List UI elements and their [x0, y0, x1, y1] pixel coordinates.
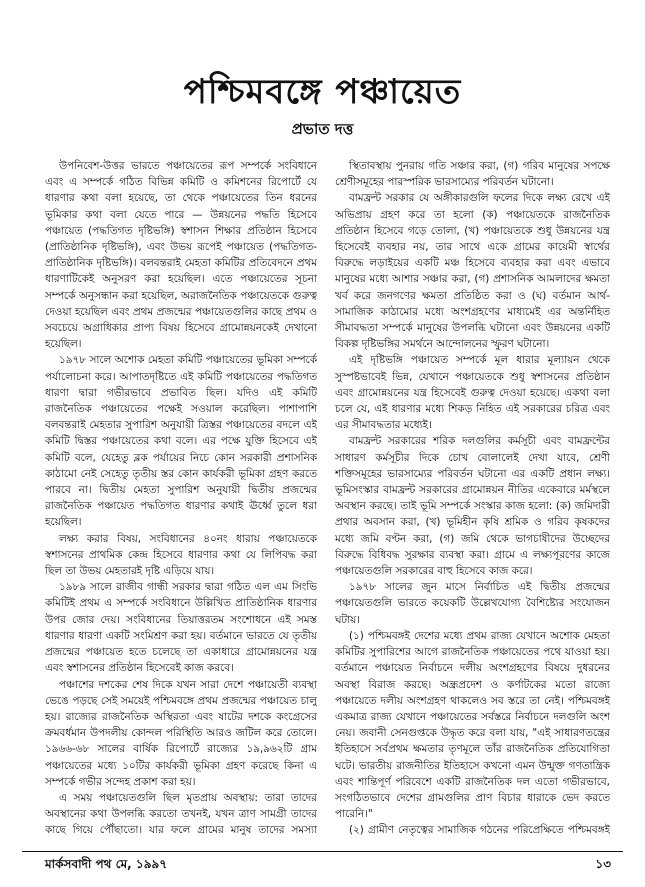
paragraph: বামফ্রন্ট সরকার যে অঙ্গীকারগুলি ফলের দিকে লক্ষ্য রেখে এই অভিপ্রায় গ্রহণ করে তা হলো (ক) পঞ্চায়েতকে রাজনৈতিক প্রতিষ্ঠান হিসেবে গড়ে তোলা, (খ) পঞ্চায়েতকে শুধু উন্নয়নের যন্ত্র হিসেবেই ব্যবহার নয়, তার সাথে একে গ্রামের কায়েমী স্বার্থের বিরুদ্ধে লড়াইয়ের একটি মঞ্চ হিসেবে ব্যবহার করা এবং এভাবে মানুষের মধ্যে আশার সঞ্চার করা, (গ) প্রশাসনিক আমলাদের ক্ষমতা খর্ব করে জনগণের ক্ষমতা প্রতিষ্ঠিত করা ও (ঘ) বর্তমান আর্থ-সামাজিক কাঠামোর মধ্যে অংশগ্রহণের মাধ্যমেই এর অন্তর্নিহিত সীমাবদ্ধতা সম্পর্কে মানুষের উপলব্ধি ঘটানো এবং উন্নয়নের একটি বিকল্প দৃষ্টিভঙ্গির সমর্থনে আন্দোলনের স্ফুরণ ঘটানো।: [335, 192, 610, 351]
article-title: পশ্চিমবঙ্গে পঞ্চায়েত: [183, 72, 462, 112]
paragraph: (১) পশ্চিমবঙ্গই দেশের মধ্যে প্রথম রাজ্য যেখানে অশোক মেহতা কমিটির সুপারিশের আগে রাজনৈতিক পঞ্চায়েতের পথে যাওয়া হয়। বর্তমানে পঞ্চায়েত নির্বাচনে দলীয় অংশগ্রহণের বিষয়ে দুধরনের অবস্থা বিরাজ করছে। অন্ধ্রপ্রদেশ ও কর্ণাটকের মতো রাজ্যে পঞ্চায়েতে দলীয় অংশগ্রহণ থাকলেও সব স্তরে তা নেই। পশ্চিমবঙ্গই একমাত্র রাজ্য যেখানে পঞ্চায়েতের সর্বস্তরে নির্বাচনে দলগুলি অংশ নেয়। জবানী সেনগুপ্তকে উদ্ধৃত করে বলা যায়, "এই সাধারণতন্ত্রের ইতিহাসে সর্বপ্রথম ক্ষমতার তৃণমূলে তাঁর রাজনৈতিক প্রতিযোগিতা ঘটে। ভারতীয় রাজনীতির ইতিহাসে কখনো এমন উন্মুক্ত গণতান্ত্রিক এবং শান্তিপূর্ণ পরিবেশে একটি রাজনৈতিক দল এতো গভীরভাবে, সংগঠিতভাবে দেশের গ্রামগুলির প্রাণ বিচার ধারাকে ভেদ করতে পারেনি।": [335, 629, 610, 821]
left-column: [45, 158, 317, 838]
paragraph: ১৯৭৮ সালের জুন মাসে নির্বাচিত এই দ্বিতীয় প্রজন্মের পঞ্চায়েতগুলি ভারতে কয়েকটি উল্লেখযোগ্য বৈশিষ্ট্যের সংযোজন ঘটায়।: [335, 581, 610, 626]
page-number: ১৩: [595, 857, 611, 871]
publication-footer: মার্কসবাদী পথ মে, ১৯৯৭: [45, 857, 168, 871]
article-author: প্রভাত দত্ত: [291, 120, 354, 138]
paragraph: এ সময় পঞ্চায়েতগুলি ছিল মৃতপ্রায় অবস্থায়: তারা তাদের অবস্থানের কথা উপলব্ধি করতো তখনই, যখন ত্রাণ সামগ্রী তাদের কাছে গিয়ে পৌঁছাতো। যার ফলে গ্রামের মানুষ তাদের সমস্যা: [45, 791, 317, 837]
paragraph: পঞ্চাশের দশকের শেষ দিকে যখন সারা দেশে পঞ্চায়েতী ব্যবস্থা ভেঙে পড়ছে সেই সময়েই পশ্চিমবঙ্গে প্রথম প্রজন্মের পঞ্চায়েত চালু হয়। রাজ্যের রাজনৈতিক অস্থিরতা এবং ষাটের দশকে কংগ্রেসের ক্রমবর্ধমান উপদলীয় কোন্দল পরিস্থিতি আরও জটিল করে তোলে। ১৯৬৬-৬৮ সালের বার্ষিক রিপোর্টে রাজ্যের ১৯,৯৬২টি গ্রাম পঞ্চায়েতের মধ্যে ১০টির কার্যকরী ভূমিকা গ্রহণ করেছে কিনা এ সম্পর্কে গভীর সন্দেহ প্রকাশ করা হয়।: [45, 678, 317, 788]
paragraph: (২) গ্রামীণ নেতৃত্বের সামাজিক গঠনের পরিপ্রেক্ষিতে পশ্চিমবঙ্গই: [349, 824, 610, 837]
paragraph: উপনিবেশ-উত্তর ভারতে পঞ্চায়েতের রূপ সম্পর্কে সংবিধানে এবং এ সম্পর্কে গঠিত বিভিন্ন কমিটি ও কমিশনের রিপোর্টে যে ধারণার কথা বলা হয়েছে, তা থেকে পঞ্চায়েতের তিন ধরনের ভূমিকার কথা বলা যেতে পারে — উন্নয়নের পদ্ধতি হিসেবে পঞ্চায়েত (পদ্ধতিগত দৃষ্টিভঙ্গি) স্বশাসন শিক্ষার প্রতিষ্ঠান হিসেবে (প্রাতিষ্ঠানিক দৃষ্টিভঙ্গি), এবং উভয় রূপেই পঞ্চায়েত (পদ্ধতিগত-প্রাতিষ্ঠানিক দৃষ্টিভঙ্গি)। বলবন্তরাই মেহতা কমিটির প্রতিবেদনে প্রথম ধারণাটিকেই অনুসরণ করা হয়েছিল। এতে পঞ্চায়েতের সূচনা সম্পর্কে অনুসন্ধান করা হয়েছিল, অরাজনৈতিক পঞ্চায়েতকে গুরুত্ব দেওয়া হয়েছিল এবং প্রথম প্রজন্মের পঞ্চায়েতগুলির কাছে প্রথম ও সবচেয়ে অগ্রাধিকার প্রাপ্য বিষয় হিসেবে গ্রামোন্নয়নকেই দেখানো হয়েছিল।: [45, 160, 317, 351]
paragraph: স্থিতাবস্থায় পুনরায় গতি সঞ্চার করা, (গ) গরিব মানুষের সপক্ষে শ্রেণীসমূহের পারস্পরিক ভারসাম্যের পরিবর্তন ঘটানো।: [335, 160, 610, 189]
paragraph: লক্ষ্য করার বিষয়, সংবিধানের ৪০নং ধারায় পঞ্চায়েতকে স্বশাসনের প্রাথমিক কেন্দ্র হিসেবে ধারণার কথা যে লিপিবদ্ধ করা ছিল তা উভয় মেহতারই দৃষ্টি এড়িয়ে যায়।: [45, 532, 317, 578]
right-column: [335, 158, 610, 838]
paragraph: বামফ্রন্ট সরকারের শরিক দলগুলির কর্মসূচী এবং বামফ্রন্টের সাধারণ কর্মসূচীর দিকে চোখ বোলালেই দেখা যাবে, শ্রেণী শক্তিসমূহের ভারসাম্যের পরিবর্তন ঘটানো এর একটি প্রধান লক্ষ্য। ভূমিসংস্কার বামফ্রন্ট সরকারের গ্রামোন্নয়ন নীতির একেবারে মর্মস্থলে অবস্থান করছে। তাই ভূমি সম্পর্কে সংস্কার কাজ হলো: (ক) জমিদারী প্রথার অবসান করা, (খ) ভূমিহীন কৃষি শ্রমিক ও গরিব কৃষকদের মধ্যে জমি বণ্টন করা, (গ) জমি থেকে ভাগচাষীদের উচ্ছেদের বিরুদ্ধে বিধিবদ্ধ সুরক্ষার ব্যবস্থা করা। গ্রামে এ লক্ষ্যপূরণের কাজে পঞ্চায়েতগুলি সরকারের বাহু হিসেবে কাজ করে।: [335, 435, 610, 578]
footer-divider: [22, 851, 623, 852]
paragraph: ১৯৮৯ সালে রাজীব গান্ধী সরকার দ্বারা গঠিত এল এম সিংভি কমিটিই প্রথম এ সম্পর্কে সংবিধানে উল্লিখিত প্রাতিষ্ঠানিক ধারণার উপর জোর দেয়। সংবিধানের তিয়াত্তরতম সংশোধনে এই সমস্ত ধারণার ধারণা একটি সংমিশ্রণ করা হয়। বর্তমানে ভারতে যে তৃতীয় প্রজন্মের পঞ্চায়েত হতে চলেছে তা একাধারে গ্রামোন্নয়নের যন্ত্র এবং স্বশাসনের প্রতিষ্ঠান হিসেবেই কাজ করবে।: [45, 581, 317, 675]
paragraph: এই দৃষ্টিভঙ্গি পঞ্চায়েত সম্পর্কে মূল ধারার মূল্যায়ন থেকে সুস্পষ্টভাবেই ভিন্ন, যেখানে পঞ্চায়েতকে শুধু স্বশাসনের প্রতিষ্ঠান এবং গ্রামোন্নয়নের যন্ত্র হিসেবেই গুরুত্ব দেওয়া হয়েছে। একথা বলা চলে যে, এই ধারণার মধ্যে শিকড় নিহিত এই সরকারের চরিত্র এবং এর সীমাবদ্ধতার মধ্যেই।: [335, 354, 610, 432]
paragraph: ১৯৭৮ সালে অশোক মেহতা কমিটি পঞ্চায়েতের ভূমিকা সম্পর্কে পর্যালোচনা করে। আপাতদৃষ্টিতে এই কমিটি পঞ্চায়েতের পদ্ধতিগত ধারণা দ্বারা গভীরভাবে প্রভাবিত ছিল। যদিও এই কমিটি রাজনৈতিক পঞ্চায়েতের পক্ষেই সওয়াল করেছিল। পাশাপাশি বলবন্তরাই মেহতার সুপারিশ অনুযায়ী ত্রিস্তর পঞ্চায়েতের বদলে এই কমিটি দ্বিস্তর পঞ্চায়েতের কথা বলে। এর পক্ষে যুক্তি হিসেবে এই কমিটি বলে, যেহেতু ব্লক পর্যায়ের নিচে কোন সরকারী প্রশাসনিক কাঠামো নেই সেহেতু তৃতীয় স্তর কোন কার্যকরী ভূমিকা গ্রহণ করতে পারবে না। দ্বিতীয় মেহতা সুপারিশ অনুযায়ী দ্বিতীয় প্রজন্মের রাজনৈতিক পঞ্চায়েত পদ্ধতিগত ধারণার কথাই ঊর্ধ্বে তুলে ধরা হয়েছিল।: [45, 354, 317, 529]
